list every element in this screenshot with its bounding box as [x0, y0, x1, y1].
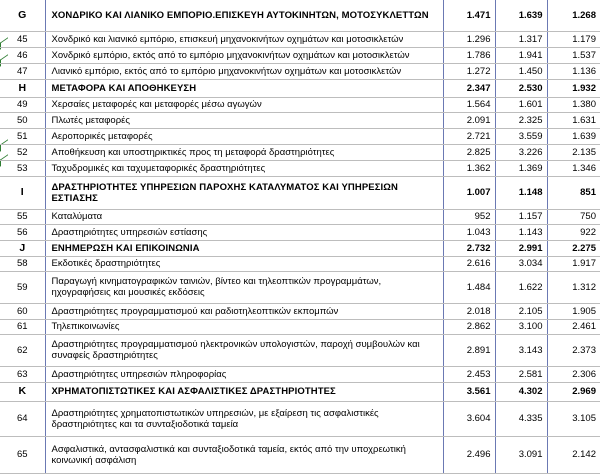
value-col-2: 2.105: [495, 303, 547, 319]
value-col-1: 3.604: [443, 401, 495, 436]
value-col-1: 1.272: [443, 63, 495, 79]
row-label: ΕΝΗΜΕΡΩΣΗ ΚΑΙ ΕΠΙΚΟΙΝΩΝΙΑ: [45, 240, 443, 256]
row-label: Τηλεπικοινωνίες: [45, 319, 443, 334]
value-col-3: 3.105: [547, 401, 600, 436]
value-col-2: 1.450: [495, 63, 547, 79]
table-row: [0, 128, 600, 144]
row-label: ΧΡΗΜΑΤΟΠΙΣΤΩΤΙΚΕΣ ΚΑΙ ΑΣΦΑΛΙΣΤΙΚΕΣ ΔΡΑΣΤΗΡΙΟΤΗΤΕΣ: [45, 382, 443, 401]
value-col-1: 3.561: [443, 382, 495, 401]
value-col-1: 1.362: [443, 160, 495, 176]
value-col-1: 2.862: [443, 319, 495, 334]
row-label: Ασφαλιστικά, αντασφαλιστικά και συνταξιοδοτικά ταμεία, εκτός από την υποχρεωτική κοινωνική ασφάλιση: [45, 436, 443, 473]
row-code: 65: [0, 436, 45, 473]
value-col-1: 2.721: [443, 128, 495, 144]
section-row: [0, 0, 600, 31]
value-col-1: 1.786: [443, 47, 495, 63]
row-label: Λιανικό εμπόριο, εκτός από το εμπόριο μηχανοκινήτων οχημάτων και μοτοσικλετών: [45, 63, 443, 79]
value-col-2: 1.143: [495, 224, 547, 240]
table-row: [0, 271, 600, 303]
table-row: [0, 112, 600, 128]
row-label: Καταλύματα: [45, 209, 443, 224]
value-col-3: 2.142: [547, 436, 600, 473]
row-code: 50: [0, 112, 45, 128]
value-col-3: 1.917: [547, 256, 600, 271]
value-col-2: 2.991: [495, 240, 547, 256]
value-col-1: 1.564: [443, 97, 495, 112]
row-code: 63: [0, 366, 45, 382]
row-code: 46: [0, 47, 45, 63]
row-code: 51: [0, 128, 45, 144]
row-label: Δραστηριότητες υπηρεσιών εστίασης: [45, 224, 443, 240]
row-code: 47: [0, 63, 45, 79]
value-col-3: 1.380: [547, 97, 600, 112]
row-label: Δραστηριότητες χρηματοπιστωτικών υπηρεσιών, με εξαίρεση τις ασφαλιστικές δραστηριότητες και τα συνταξιοδοτικά ταμεία: [45, 401, 443, 436]
row-code: J: [0, 240, 45, 256]
table-row: [0, 160, 600, 176]
value-col-1: 1.007: [443, 176, 495, 209]
value-col-3: 1.932: [547, 79, 600, 97]
value-col-1: 2.732: [443, 240, 495, 256]
row-code: 59: [0, 271, 45, 303]
value-col-3: 2.135: [547, 144, 600, 160]
row-code: 60: [0, 303, 45, 319]
value-col-3: 1.631: [547, 112, 600, 128]
value-col-3: 1.136: [547, 63, 600, 79]
value-col-3: 1.179: [547, 31, 600, 47]
table-row: [0, 47, 600, 63]
row-label: Δραστηριότητες υπηρεσιών πληροφορίας: [45, 366, 443, 382]
value-col-3: 1.346: [547, 160, 600, 176]
table-row: [0, 224, 600, 240]
value-col-1: 1.296: [443, 31, 495, 47]
value-col-2: 2.581: [495, 366, 547, 382]
value-col-2: 4.302: [495, 382, 547, 401]
value-col-2: 3.034: [495, 256, 547, 271]
row-label: Παραγωγή κινηματογραφικών ταινιών, βίντεο και τηλεοπτικών προγραμμάτων, ηχογραφήσεις και μουσικές εκδόσεις: [45, 271, 443, 303]
value-col-2: 1.622: [495, 271, 547, 303]
value-col-3: 2.275: [547, 240, 600, 256]
table-row: [0, 63, 600, 79]
value-col-1: 2.891: [443, 334, 495, 366]
value-col-1: 1.484: [443, 271, 495, 303]
row-code: K: [0, 382, 45, 401]
value-col-2: 1.317: [495, 31, 547, 47]
value-col-2: 1.941: [495, 47, 547, 63]
row-code: 62: [0, 334, 45, 366]
row-code: G: [0, 0, 45, 31]
row-label: Χονδρικό εμπόριο, εκτός από το εμπόριο μηχανοκινήτων οχημάτων και μοτοσικλετών: [45, 47, 443, 63]
value-col-3: 2.461: [547, 319, 600, 334]
value-col-1: 2.091: [443, 112, 495, 128]
value-col-3: 1.537: [547, 47, 600, 63]
row-label: ΔΡΑΣΤΗΡΙΟΤΗΤΕΣ ΥΠΗΡΕΣΙΩΝ ΠΑΡΟΧΗΣ ΚΑΤΑΛΥΜΑΤΟΣ ΚΑΙ ΥΠΗΡΕΣΙΩΝ ΕΣΤΙΑΣΗΣ: [45, 176, 443, 209]
table-row: [0, 31, 600, 47]
value-col-3: 851: [547, 176, 600, 209]
value-col-3: 2.969: [547, 382, 600, 401]
row-code: 55: [0, 209, 45, 224]
value-col-2: 1.639: [495, 0, 547, 31]
row-code: 49: [0, 97, 45, 112]
value-col-2: 3.559: [495, 128, 547, 144]
value-col-3: 1.905: [547, 303, 600, 319]
value-col-3: 2.306: [547, 366, 600, 382]
value-col-1: 952: [443, 209, 495, 224]
table-row: [0, 401, 600, 436]
value-col-2: 3.226: [495, 144, 547, 160]
value-col-1: 2.496: [443, 436, 495, 473]
row-label: ΜΕΤΑΦΟΡΑ ΚΑΙ ΑΠΟΘΗΚΕΥΣΗ: [45, 79, 443, 97]
table-row: [0, 256, 600, 271]
value-col-2: 1.148: [495, 176, 547, 209]
value-col-3: 1.312: [547, 271, 600, 303]
value-col-1: 2.018: [443, 303, 495, 319]
row-code: 58: [0, 256, 45, 271]
value-col-2: 4.335: [495, 401, 547, 436]
value-col-2: 3.100: [495, 319, 547, 334]
table-row: [0, 319, 600, 334]
row-code: 45: [0, 31, 45, 47]
section-row: [0, 382, 600, 401]
value-col-2: 2.530: [495, 79, 547, 97]
row-label: Εκδοτικές δραστηριότητες: [45, 256, 443, 271]
table-row: [0, 209, 600, 224]
value-col-1: 1.471: [443, 0, 495, 31]
row-code: 61: [0, 319, 45, 334]
row-code: H: [0, 79, 45, 97]
value-col-1: 1.043: [443, 224, 495, 240]
value-col-1: 2.616: [443, 256, 495, 271]
row-label: ΧΟΝΔΡΙΚΟ ΚΑΙ ΛΙΑΝΙΚΟ ΕΜΠΟΡΙΟ.ΕΠΙΣΚΕΥΗ ΑΥΤΟΚΙΝΗΤΩΝ, ΜΟΤΟΣΥΚΛΕΤΤΩΝ: [45, 0, 443, 31]
table-row: [0, 97, 600, 112]
table-row: [0, 366, 600, 382]
row-code: 53: [0, 160, 45, 176]
row-label: Δραστηριότητες προγραμματισμού ηλεκτρονικών υπολογιστών, παροχή συμβουλών και συναφείς δραστηριότητες: [45, 334, 443, 366]
value-col-3: 1.639: [547, 128, 600, 144]
row-code: 52: [0, 144, 45, 160]
section-row: [0, 79, 600, 97]
value-col-1: 2.825: [443, 144, 495, 160]
section-row: [0, 240, 600, 256]
table-row: [0, 144, 600, 160]
value-col-2: 1.369: [495, 160, 547, 176]
value-col-2: 1.157: [495, 209, 547, 224]
row-code: I: [0, 176, 45, 209]
row-label: Ταχυδρομικές και ταχυμεταφορικές δραστηριότητες: [45, 160, 443, 176]
row-label: Χερσαίες μεταφορές και μεταφορές μέσω αγωγών: [45, 97, 443, 112]
row-label: Δραστηριότητες προγραμματισμού και ραδιοτηλεοπτικών εκπομπών: [45, 303, 443, 319]
table-row: [0, 334, 600, 366]
row-code: 56: [0, 224, 45, 240]
table-row: [0, 436, 600, 473]
value-col-3: 922: [547, 224, 600, 240]
row-label: Αποθήκευση και υποστηρικτικές προς τη μεταφορά δραστηριότητες: [45, 144, 443, 160]
value-col-2: 3.143: [495, 334, 547, 366]
value-col-2: 1.601: [495, 97, 547, 112]
row-label: Πλωτές μεταφορές: [45, 112, 443, 128]
value-col-1: 2.347: [443, 79, 495, 97]
row-code: 64: [0, 401, 45, 436]
value-col-3: 1.268: [547, 0, 600, 31]
value-col-1: 2.453: [443, 366, 495, 382]
value-col-3: 750: [547, 209, 600, 224]
value-col-2: 3.091: [495, 436, 547, 473]
table-row: [0, 303, 600, 319]
row-label: Χονδρικό και λιανικό εμπόριο, επισκευή μηχανοκινήτων οχημάτων και μοτοσικλετών: [45, 31, 443, 47]
value-col-2: 2.325: [495, 112, 547, 128]
section-row: [0, 176, 600, 209]
row-label: Αεροπορικές μεταφορές: [45, 128, 443, 144]
value-col-3: 2.373: [547, 334, 600, 366]
